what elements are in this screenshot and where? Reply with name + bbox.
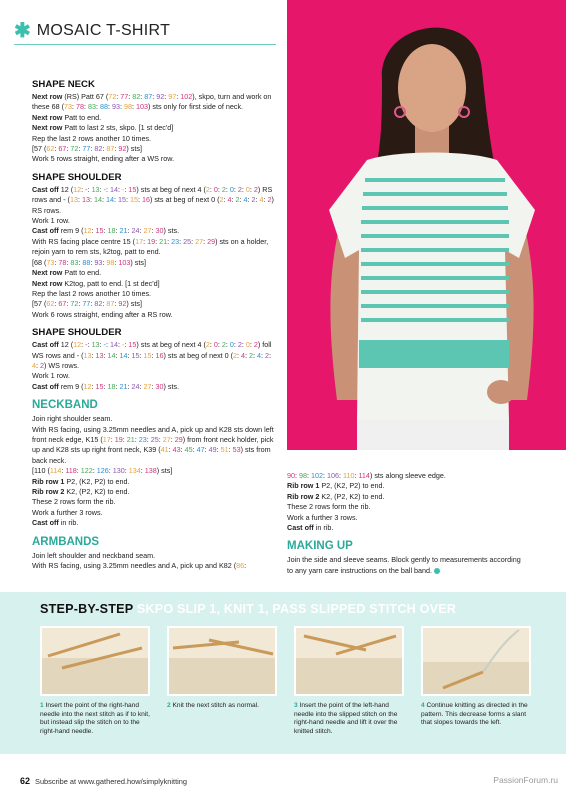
text-line: Cast off 12 (12: -: 13: -: 14: -: 15) sts at beg of next 4 (2: 0: 2: 0: 2: 0: 2) RS rows and - (13: 13: 14: 14: 15: 15: 16) sts at beg of next 0 (2: 4: 2: 4: 2: 4: 2) RS rows. [32,184,274,215]
heading-neckband: NECKBAND [32,399,98,412]
text-line: Work 6 rows straight, ending after a RS row. [32,309,173,319]
needles-illustration [296,628,402,694]
step-by-step-title: STEP-BY-STEP SKPO SLIP 1, KNIT 1, PASS SLIPPED STITCH OVER [40,602,457,616]
step-2 [167,626,277,711]
model-illustration [287,0,566,450]
text-line: Work 1 row. [32,371,70,381]
section-header [14,20,170,42]
step-4 [421,626,531,728]
text-line: Rib row 2 K2, (P2, K2) to end. [32,487,130,496]
header-divider [14,44,276,45]
heading-making-up: MAKING UP [287,540,353,553]
step-2-photo [167,626,277,696]
page-number: 62 [20,776,31,786]
page-footer [20,776,187,786]
text-line: Join left shoulder and neckband seam. [32,550,156,560]
step-4-photo [421,626,531,696]
asterisk-icon: ✱ [14,20,31,42]
text-line: Cast off rem 9 (12: 15: 18: 21: 24: 27: 30) sts. [32,381,180,391]
text-line: Rep the last 2 rows another 10 times. [32,288,152,298]
needles-illustration [42,628,148,694]
text-line: Rep the last 2 rows another 10 times. [32,133,152,143]
text-line: Next row Patt to last 2 sts, skpo. [1 st dec'd] [32,123,174,133]
text-line: 90: 98: 102: 106: 110: 114) sts along sleeve edge. [287,471,446,480]
text-line: Join right shoulder seam. [32,414,113,424]
step-by-step-panel [0,592,566,754]
heading-shape-shoulder: SHAPE SHOULDER [32,171,122,183]
text-line: Cast off rem 9 (12: 15: 18: 21: 24: 27: 30) sts. [32,226,180,236]
step-4-caption: 4 Continue knitting as directed in the pattern. This decrease forms a slant that slopes towards the left. [421,702,528,727]
text-line: Work a further 3 rows. [287,512,358,522]
text-line: Next row (RS) Patt 67 (72: 77: 82: 87: 92: 97: 102), skpo, turn and work on these 68 (73: 78: 83: 88: 93: 98: 103) sts only for first side of neck. [32,92,272,112]
text-line: With RS facing, using 3.25mm needles and A, pick up and K28 sts down left front neck edge, K15 (17: 19: 21: 23: 25: 27: 29) from front neck holder, pick up and K28 sts up right front neck, K39 (41: 43: 45: 47: 49: 51: 53) sts from back neck. [32,424,274,465]
step-1 [40,626,150,736]
text-line: These 2 rows form the rib. [287,502,371,512]
page-title: MOSAIC T-SHIRT [36,22,171,39]
text-line: [57 (62: 67: 72: 77: 82: 87: 92) sts] [32,299,142,309]
heading-shape-neck: SHAPE NECK [32,79,95,90]
heading-armbands: ARMBANDS [32,535,100,548]
pattern-right-column [287,471,527,576]
text-line: [68 (73: 78: 83: 88: 93: 98: 103) sts] [32,257,146,267]
text-line: [110 (114: 118: 122: 126: 130: 134: 138) sts] [32,466,173,476]
heading-shape-shoulder-2: SHAPE SHOULDER [32,327,122,339]
text-line: Join the side and sleeve seams. Block gently to measurements according to any yarn care instructions on the ball band. [287,555,521,575]
text-line: [57 (62: 67: 72: 77: 82: 87: 92) sts] [32,144,142,154]
pattern-left-column [32,72,276,571]
text-line: With RS facing place centre 15 (17: 19: 21: 23: 25: 27: 29) sts on a holder, rejoin yarn to rem sts, k2tog, patt to end. [32,236,269,257]
step-2-caption: 2 Knit the next stitch as normal. [167,702,260,709]
text-line: Rib row 1 P2, (K2, P2) to end. [287,481,385,491]
subscribe-link[interactable]: Subscribe at www.gathered.how/simplyknitting [35,777,188,786]
model-photo [287,0,566,450]
text-line: With RS facing, using 3.25mm needles and A, pick up and K82 (86: [32,561,247,571]
text-line: These 2 rows form the rib. [32,497,116,507]
text-line: Cast off in rib. [32,518,79,528]
step-3-caption: 3 Insert the point of the left-hand needle into the slipped stitch on the right-hand needle and lift it over the knitted stitch. [294,702,398,735]
text-line: Rib row 2 K2, (P2, K2) to end. [287,491,385,501]
watermark: PassionForum.ru [493,775,558,785]
step-1-photo [40,626,150,696]
text-line: Next row K2tog, patt to end. [1 st dec'd] [32,278,160,288]
text-line: Cast off 12 (12: -: 13: -: 14: -: 15) sts at beg of next 4 (2: 0: 2: 0: 2: 0: 2) foll WS rows and - (13: 13: 14: 14: 15: 15: 16) sts at beg of next 0 (2: 4: 2: 4: 2: 4: 2) WS rows. [32,340,272,370]
text-line: Next row Patt to end. [32,268,102,278]
needles-illustration [169,628,275,694]
text-line: Work 5 rows straight, ending after a WS row. [32,154,175,164]
text-line: Cast off in rib. [287,523,334,533]
needles-illustration [423,628,529,694]
step-1-caption: 1 Insert the point of the right-hand needle into the next stitch as if to knit, but instead slip the stitch on to the right-hand needle. [40,702,150,735]
text-line: Work 1 row. [32,216,70,226]
step-3 [294,626,404,736]
text-line: Next row Patt to end. [32,112,102,122]
text-line: Work a further 3 rows. [32,507,103,517]
step-3-photo [294,626,404,696]
text-line: Rib row 1 P2, (K2, P2) to end. [32,476,130,486]
end-dot-icon [434,568,440,574]
